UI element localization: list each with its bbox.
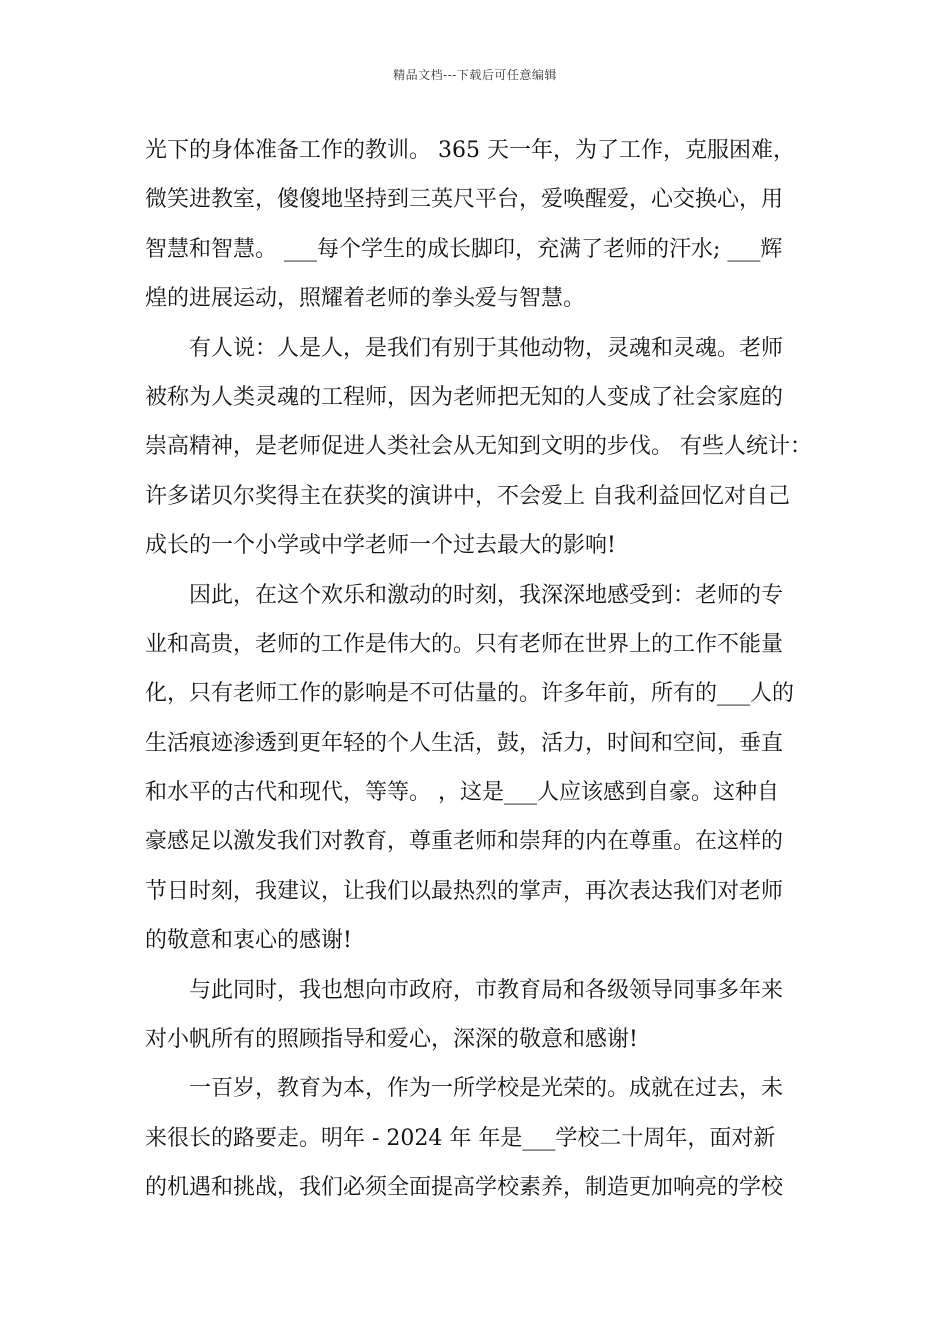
text-line: 与此同时，我也想向市政府，市教育局和各级领导同事多年来 xyxy=(189,977,784,1003)
text-line: 和水平的古代和现代，等等。 ，这是___人应该感到自豪。这种自 xyxy=(145,780,779,806)
text-line: 因此，在这个欢乐和激动的时刻，我深深地感受到：老师的专 xyxy=(189,582,784,608)
text-line: 煌的进展运动，照耀着老师的拳头爱与智慧。 xyxy=(145,286,586,312)
text-line: 智慧和智慧。 ___每个学生的成长脚印，充满了老师的汗水; ___辉 xyxy=(145,236,783,262)
text-line: 的敬意和衷心的感谢! xyxy=(145,928,352,954)
text-line: 许多诺贝尔奖得主在获奖的演讲中，不会爱上 自我利益回忆对自己 xyxy=(145,483,790,509)
text-line: 成长的一个小学或中学老师一个过去最大的影响! xyxy=(145,533,616,559)
text-line: 光下的身体准备工作的教训。 365 天一年，为了工作，克服困难， xyxy=(145,138,795,163)
document-body xyxy=(145,126,825,1213)
text-line: 来很长的路要走。明年 - 2024 年 年是___学校二十周年，面对新 xyxy=(145,1125,776,1151)
text-line: 被称为人类灵魂的工程师，因为老师把无知的人变成了社会家庭的 xyxy=(145,384,784,410)
text-line: 生活痕迹渗透到更年轻的个人生活，鼓，活力，时间和空间，垂直 xyxy=(145,730,784,756)
text-line: 微笑进教室，傻傻地坚持到三英尺平台，爱唤醒爱，心交换心，用 xyxy=(145,187,784,213)
text-line: 化，只有老师工作的影响是不可估量的。许多年前，所有的___人的 xyxy=(145,681,795,707)
text-line: 业和高贵，老师的工作是伟大的。只有老师在世界上的工作不能量 xyxy=(145,631,784,657)
text-line: 崇高精神，是老师促进人类社会从无知到文明的步伐。 有些人统计： xyxy=(145,434,812,460)
text-line: 有人说：人是人，是我们有别于其他动物，灵魂和灵魂。老师 xyxy=(189,335,784,361)
text-line: 豪感足以激发我们对教育，尊重老师和崇拜的内在尊重。在这样的 xyxy=(145,829,784,855)
text-line: 对小帆所有的照顾指导和爱心，深深的敬意和感谢! xyxy=(145,1027,638,1053)
text-line: 的机遇和挑战，我们必须全面提高学校素养，制造更加响亮的学校 xyxy=(145,1175,784,1201)
text-line: 节日时刻，我建议，让我们以最热烈的掌声，再次表达我们对老师 xyxy=(145,878,784,904)
page-header: 精品文档---下载后可任意编辑 xyxy=(393,68,557,82)
text-line: 一百岁，教育为本，作为一所学校是光荣的。成就在过去，未 xyxy=(189,1076,784,1102)
